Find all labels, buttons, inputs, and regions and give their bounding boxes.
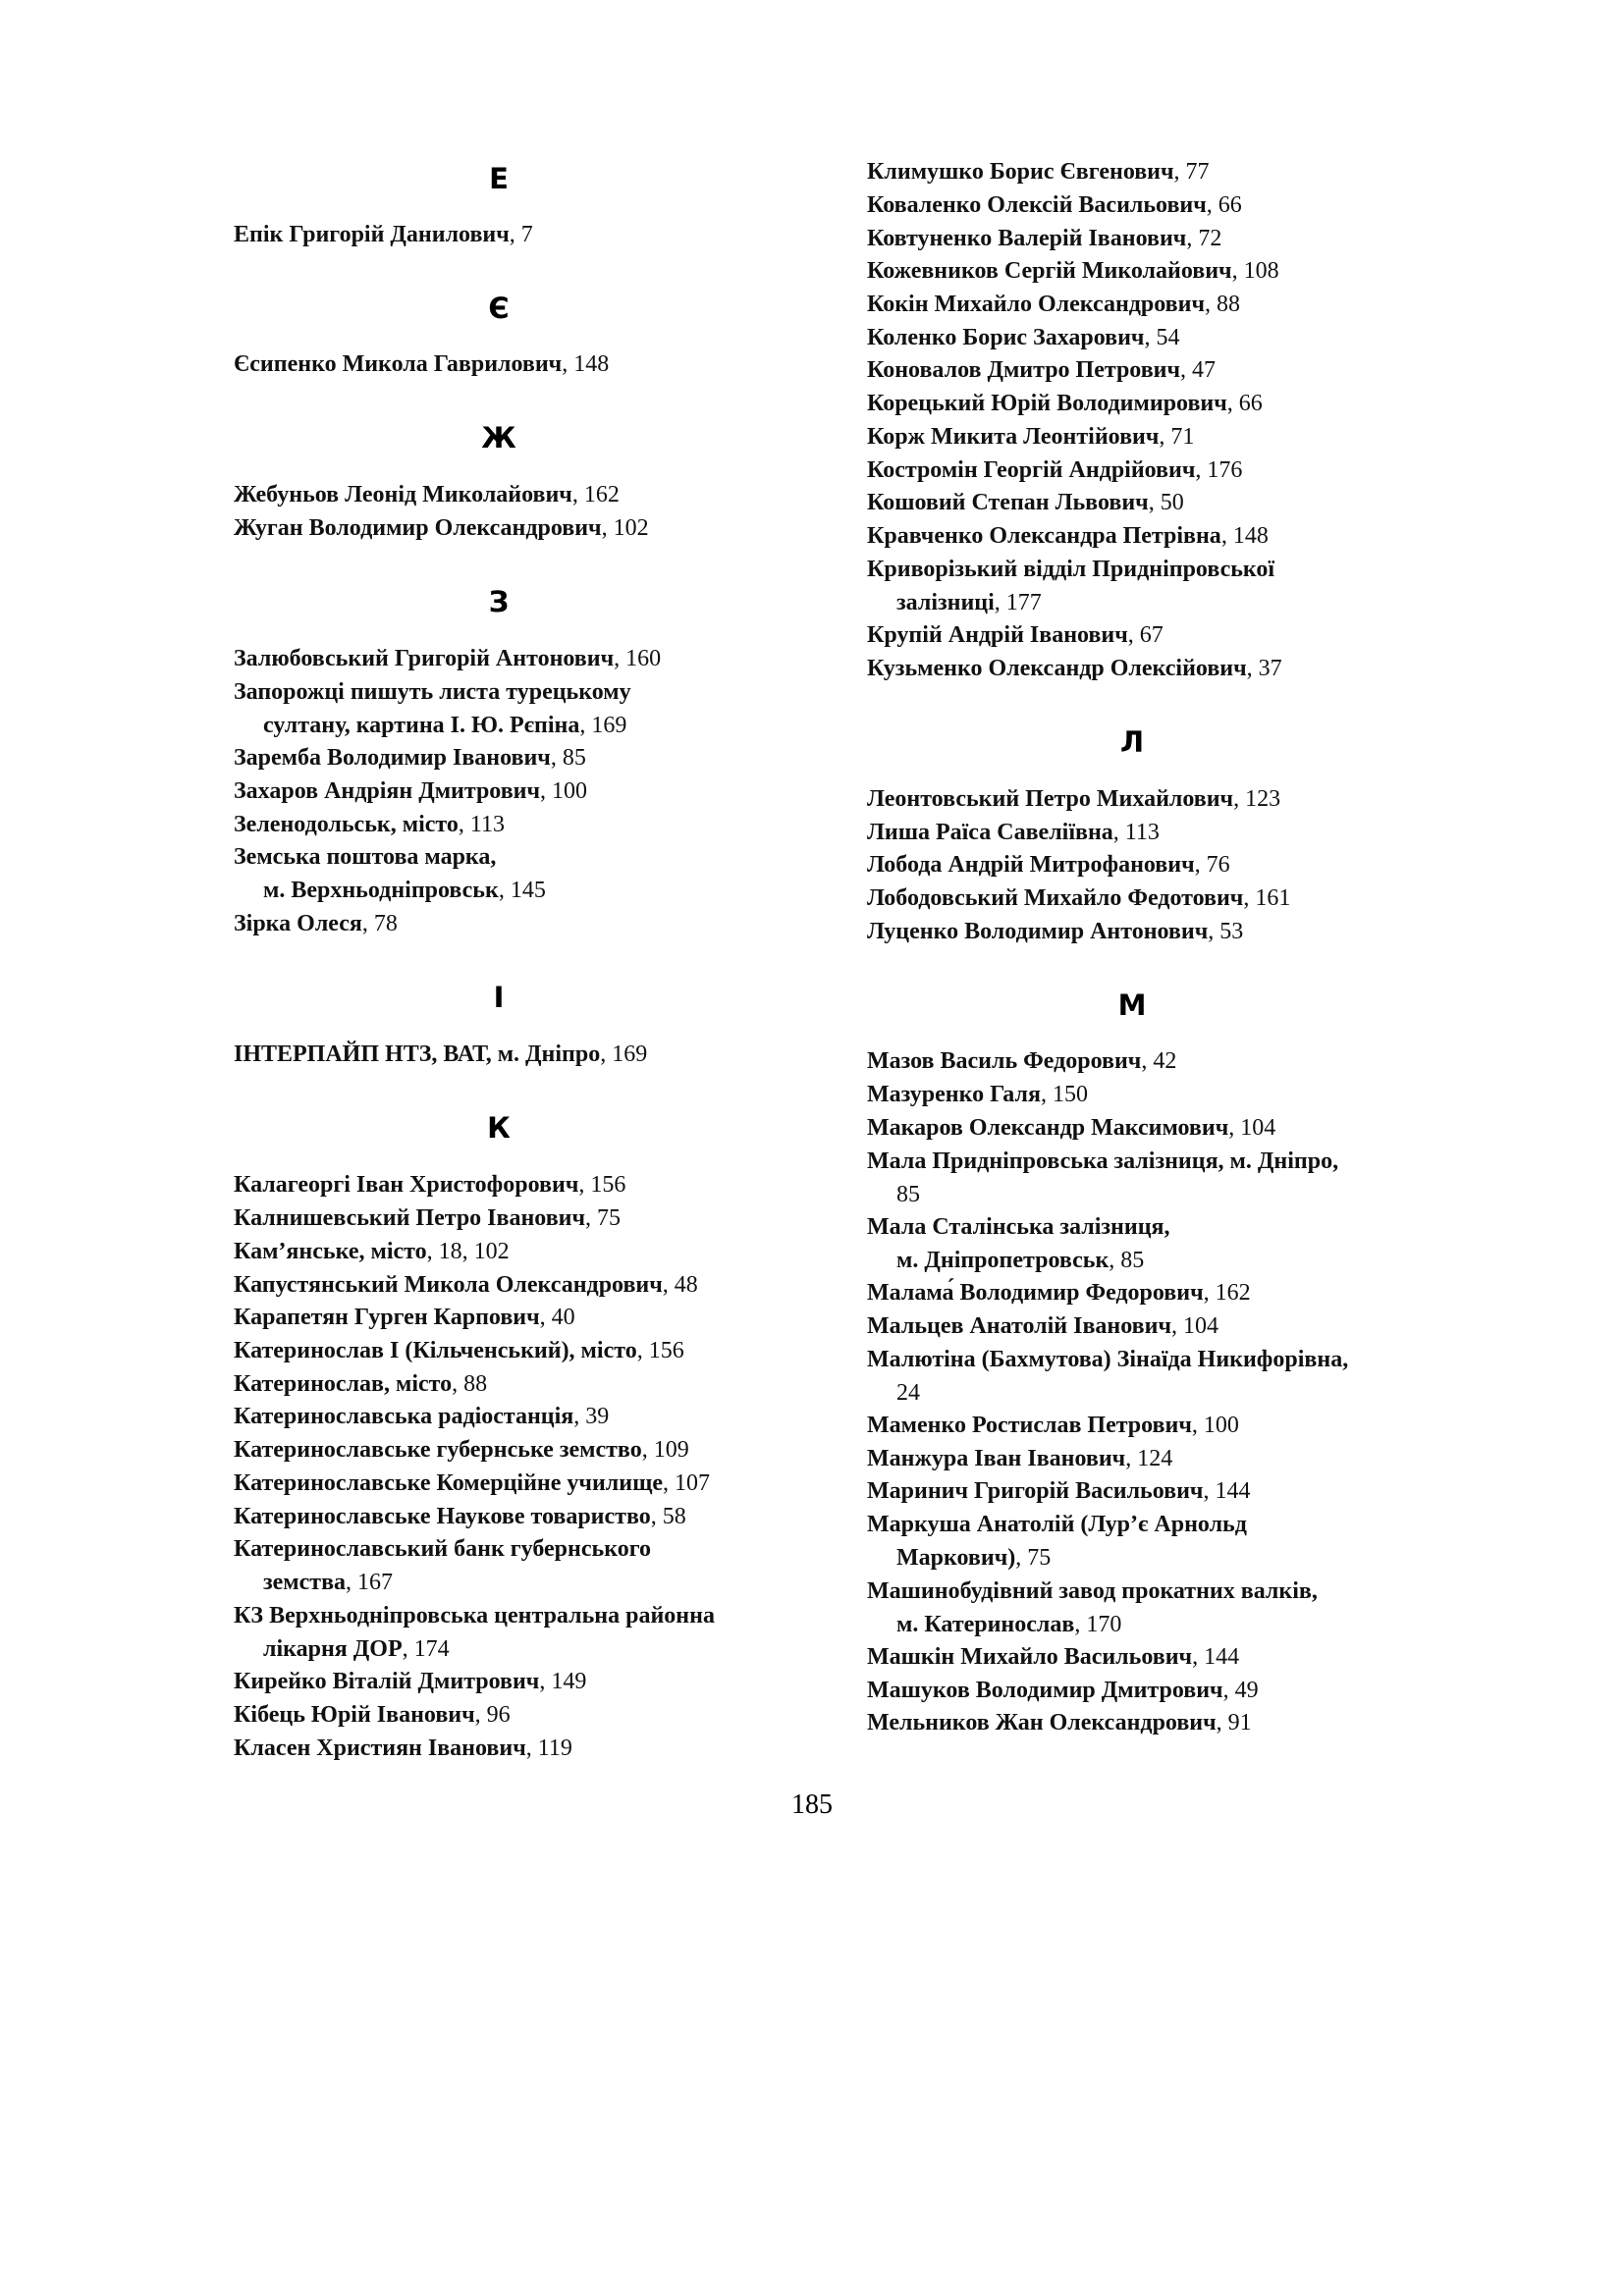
entry-name: Катеринослав, місто	[234, 1371, 453, 1397]
entry-pages: , 156	[636, 1338, 684, 1363]
index-entry	[234, 1732, 572, 1765]
index-entry	[867, 519, 1269, 553]
entry-pages: , 50	[1148, 490, 1184, 515]
index-entry	[234, 1038, 647, 1071]
entry-name: Катеринославське Наукове товариство	[234, 1504, 651, 1529]
index-entry	[234, 347, 609, 381]
entry-name: КЗ Верхньодніпровська центральна районна	[234, 1603, 715, 1629]
index-entry	[867, 848, 1230, 881]
entry-name: Мала Придніпровська залізниця, м. Дніпро,	[867, 1148, 1339, 1174]
index-entry	[867, 254, 1279, 288]
index-entry	[867, 816, 1160, 849]
entry-name: Маринич Григорій Васильович	[867, 1478, 1204, 1504]
entry-name: Машкін Михайло Васильович	[867, 1644, 1193, 1670]
index-entry	[234, 675, 631, 742]
section-letter: З	[488, 585, 510, 618]
entry-name: Манжура Іван Іванович	[867, 1446, 1126, 1471]
section-letter: К	[487, 1111, 511, 1145]
entry-pages: , 100	[540, 778, 588, 804]
section-letter: М	[1117, 988, 1147, 1022]
entry-pages: , 66	[1226, 391, 1263, 416]
entry-name: Зірка Олеся	[234, 911, 362, 936]
entry-name: Коленко Борис Захарович	[867, 325, 1145, 350]
entry-name: Зеленодольськ, місто	[234, 812, 459, 837]
entry-pages: 85	[896, 1182, 920, 1207]
entry-name: Крупій Андрій Іванович	[867, 622, 1128, 648]
entry-name: Катеринославське губернське земство	[234, 1437, 642, 1463]
entry-name: Кожевников Сергій Миколайович	[867, 258, 1232, 284]
entry-name: Кирейко Віталій Дмитрович	[234, 1669, 540, 1694]
entry-name: Лободовський Михайло Федотович	[867, 885, 1244, 911]
index-entry	[234, 1433, 689, 1467]
entry-pages: , 150	[1040, 1082, 1088, 1107]
entry-name: Калнишевський Петро Іванович	[234, 1205, 586, 1231]
entry-pages: , 88	[452, 1371, 488, 1397]
entry-name: Малама́ Володимир Федорович	[867, 1280, 1204, 1306]
entry-pages: , 177	[994, 590, 1042, 615]
entry-name: Кібець Юрій Іванович	[234, 1702, 475, 1728]
entry-name: Лиша Раїса Савеліївна	[867, 820, 1113, 845]
entry-name: Макаров Олександр Максимович	[867, 1115, 1229, 1141]
index-entry	[867, 288, 1240, 321]
index-entry	[867, 321, 1179, 354]
section-letter: Ж	[481, 421, 516, 454]
entry-pages: , 53	[1208, 919, 1244, 944]
index-entry	[234, 1168, 625, 1201]
index-entry	[234, 218, 533, 251]
entry-name-continuation: м. Дніпропетровськ	[896, 1248, 1110, 1273]
entry-pages: , 107	[662, 1470, 710, 1496]
entry-pages: , 75	[1015, 1545, 1052, 1571]
entry-name: Малютіна (Бахмутова) Зінаїда Никифорівна,	[867, 1347, 1349, 1372]
entry-pages: , 162	[1203, 1280, 1251, 1306]
index-entry	[234, 1367, 487, 1401]
entry-name: Корецький Юрій Володимирович	[867, 391, 1227, 416]
index-entry	[234, 1532, 651, 1599]
entry-name-continuation: Маркович)	[896, 1545, 1016, 1571]
index-entry	[867, 1706, 1252, 1739]
entry-name: Кам’янське, місто	[234, 1239, 427, 1264]
entry-pages: , 76	[1194, 852, 1230, 878]
index-entry	[867, 155, 1210, 188]
entry-name: Катеринославська радіостанція	[234, 1404, 574, 1429]
index-entry	[867, 1145, 1338, 1211]
entry-name: Калагеоргі Іван Христофорович	[234, 1172, 579, 1198]
index-entry	[867, 387, 1263, 420]
entry-pages: , 161	[1243, 885, 1291, 911]
index-entry	[867, 420, 1194, 454]
entry-pages: , 75	[585, 1205, 622, 1231]
entry-pages: , 48	[662, 1272, 698, 1298]
entry-pages: , 102	[601, 515, 649, 541]
entry-pages: , 113	[1112, 820, 1160, 845]
index-entry	[234, 1334, 684, 1367]
entry-pages: , 124	[1125, 1446, 1173, 1471]
entry-name: Запорожці пишуть листа турецькому	[234, 679, 631, 705]
entry-pages: , 148	[1220, 523, 1269, 549]
entry-pages: , 85	[1109, 1248, 1145, 1273]
index-entry	[867, 486, 1184, 519]
entry-name: Єсипенко Микола Гаврилович	[234, 351, 563, 377]
index-entry	[234, 1268, 698, 1302]
entry-pages: , 7	[509, 222, 533, 247]
entry-name: Луценко Володимир Антонович	[867, 919, 1209, 944]
entry-name: Лобода Андрій Митрофанович	[867, 852, 1195, 878]
entry-name: Мазуренко Галя	[867, 1082, 1041, 1107]
entry-pages: , 176	[1195, 457, 1243, 483]
entry-name: Маменко Ростислав Петрович	[867, 1413, 1192, 1438]
entry-pages: , 160	[614, 646, 662, 671]
entry-pages: , 144	[1192, 1644, 1240, 1670]
entry-name: Климушко Борис Євгенович	[867, 159, 1174, 185]
index-entry	[867, 652, 1282, 685]
entry-name: Кравченко Олександра Петрівна	[867, 523, 1221, 549]
page-number: 185	[791, 1789, 833, 1820]
entry-pages: , 96	[474, 1702, 511, 1728]
index-entry	[234, 1599, 715, 1666]
index-entry	[234, 741, 586, 774]
entry-pages: , 174	[402, 1636, 450, 1662]
entry-pages: , 88	[1205, 292, 1240, 317]
index-entry	[867, 353, 1216, 387]
entry-name: Маркуша Анатолій (Лур’є Арнольд	[867, 1512, 1247, 1537]
entry-pages: , 58	[650, 1504, 686, 1529]
entry-pages: , 169	[600, 1041, 648, 1067]
index-entry	[234, 1665, 586, 1698]
index-entry	[234, 907, 398, 940]
index-entry	[867, 1575, 1318, 1641]
entry-name: Машуков Володимир Дмитрович	[867, 1678, 1223, 1703]
index-entry	[867, 1640, 1239, 1674]
entry-name: Коваленко Олексій Васильович	[867, 192, 1207, 218]
entry-name: Кокін Михайло Олександрович	[867, 292, 1205, 317]
index-entry	[867, 1111, 1275, 1145]
entry-name-continuation: м. Верхньодніпровськ	[263, 878, 499, 903]
index-entry	[234, 642, 661, 675]
entry-pages: , 78	[361, 911, 398, 936]
entry-name: Коновалов Дмитро Петрович	[867, 357, 1181, 383]
entry-pages: , 100	[1191, 1413, 1239, 1438]
index-entry	[867, 553, 1274, 619]
entry-pages: , 39	[573, 1404, 610, 1429]
entry-name: Капустянський Микола Олександрович	[234, 1272, 663, 1298]
entry-pages: , 169	[579, 713, 627, 738]
index-entry	[867, 1276, 1251, 1309]
entry-name: Захаров Андріян Дмитрович	[234, 778, 541, 804]
entry-name: Кошовий Степан Львович	[867, 490, 1149, 515]
entry-name-continuation: м. Катеринослав	[896, 1612, 1075, 1637]
entry-name: Ковтуненко Валерій Іванович	[867, 226, 1187, 251]
entry-pages: , 104	[1170, 1313, 1218, 1339]
section-letter: І	[493, 981, 505, 1014]
entry-pages: , 170	[1074, 1612, 1122, 1637]
entry-name-continuation: земства	[263, 1570, 347, 1595]
entry-pages: , 148	[562, 351, 610, 377]
index-entry	[234, 1201, 621, 1235]
entry-pages: , 18, 102	[426, 1239, 510, 1264]
index-entry	[867, 1508, 1247, 1575]
entry-pages: , 113	[458, 812, 505, 837]
entry-pages: , 149	[539, 1669, 587, 1694]
entry-name: Жебуньов Леонід Миколайович	[234, 482, 572, 507]
entry-pages: , 162	[571, 482, 620, 507]
entry-name: Катеринославський банк губернського	[234, 1536, 652, 1562]
entry-name: Мазов Василь Федорович	[867, 1048, 1142, 1074]
entry-pages: , 42	[1141, 1048, 1177, 1074]
index-entry	[234, 511, 649, 545]
entry-name: Карапетян Гурген Карпович	[234, 1305, 540, 1330]
index-entry	[867, 1309, 1218, 1343]
entry-name-continuation: лікарня ДОР	[263, 1636, 403, 1662]
entry-name: Корж Микита Леонтійович	[867, 424, 1160, 450]
entry-name: Епік Григорій Данилович	[234, 222, 510, 247]
entry-pages: , 47	[1180, 357, 1217, 383]
entry-name: Земська поштова марка,	[234, 844, 497, 870]
entry-pages: , 67	[1127, 622, 1164, 648]
index-entry	[867, 1044, 1176, 1078]
index-entry	[867, 454, 1242, 487]
entry-name: Класен Християн Іванович	[234, 1735, 526, 1761]
index-entry	[867, 1474, 1250, 1508]
entry-name: Кузьменко Олександр Олексійович	[867, 656, 1247, 681]
index-entry	[234, 840, 546, 907]
index-entry	[234, 1467, 710, 1500]
entry-pages: , 108	[1231, 258, 1279, 284]
index-entry	[867, 1442, 1172, 1475]
index-entry	[867, 188, 1242, 222]
index-entry	[867, 915, 1243, 948]
entry-pages: , 77	[1173, 159, 1210, 185]
entry-pages: , 123	[1233, 786, 1281, 812]
index-entry	[867, 881, 1290, 915]
entry-name: Машинобудівний завод прокатних валків,	[867, 1578, 1318, 1604]
section-letter: Л	[1119, 725, 1145, 759]
index-entry	[867, 1674, 1259, 1707]
entry-name: Мельников Жан Олександрович	[867, 1710, 1217, 1735]
entry-pages: , 104	[1228, 1115, 1276, 1141]
entry-name: Леонтовський Петро Михайлович	[867, 786, 1234, 812]
entry-name: Мальцев Анатолій Іванович	[867, 1313, 1171, 1339]
index-entry	[234, 1500, 686, 1533]
index-entry	[234, 1400, 609, 1433]
index-entry	[867, 1210, 1170, 1277]
index-entry	[867, 1409, 1239, 1442]
entry-pages: , 156	[578, 1172, 626, 1198]
entry-pages: , 109	[641, 1437, 689, 1463]
index-entry	[867, 782, 1280, 816]
entry-pages: , 40	[539, 1305, 575, 1330]
entry-name: Жуган Володимир Олександрович	[234, 515, 602, 541]
entry-pages: , 144	[1203, 1478, 1251, 1504]
entry-name: Мала Сталінська залізниця,	[867, 1214, 1170, 1240]
entry-name: Залюбовський Григорій Антонович	[234, 646, 615, 671]
index-entry	[867, 1078, 1088, 1111]
index-entry	[867, 222, 1221, 255]
entry-name: Заремба Володимир Іванович	[234, 745, 551, 771]
entry-pages: 24	[896, 1380, 920, 1406]
entry-pages: , 66	[1206, 192, 1242, 218]
entry-pages: , 54	[1144, 325, 1180, 350]
entry-name: Костромін Георгій Андрійович	[867, 457, 1196, 483]
entry-pages: , 91	[1216, 1710, 1252, 1735]
entry-name: Катеринославське Комерційне училище	[234, 1470, 663, 1496]
index-entry	[867, 618, 1164, 652]
index-entry	[234, 478, 620, 511]
entry-pages: , 37	[1246, 656, 1282, 681]
entry-pages: , 145	[498, 878, 546, 903]
entry-pages: , 49	[1222, 1678, 1259, 1703]
section-letter: Є	[488, 292, 510, 325]
entry-name-continuation: залізниці	[896, 590, 995, 615]
index-entry	[234, 1301, 575, 1334]
entry-pages: , 85	[550, 745, 586, 771]
entry-pages: , 71	[1159, 424, 1195, 450]
index-entry	[867, 1343, 1348, 1410]
entry-name-continuation: султану, картина І. Ю. Рєпіна	[263, 713, 580, 738]
entry-pages: , 72	[1186, 226, 1222, 251]
entry-name: ІНТЕРПАЙП НТЗ, ВАТ, м. Дніпро	[234, 1041, 601, 1067]
index-entry	[234, 1235, 510, 1268]
entry-name: Катеринослав І (Кільченський), місто	[234, 1338, 637, 1363]
section-letter: Е	[489, 162, 509, 195]
entry-pages: , 167	[346, 1570, 394, 1595]
index-entry	[234, 1698, 511, 1732]
entry-pages: , 119	[525, 1735, 572, 1761]
index-entry	[234, 808, 505, 841]
entry-name: Криворізький відділ Придніпровської	[867, 557, 1275, 582]
index-entry	[234, 774, 587, 808]
